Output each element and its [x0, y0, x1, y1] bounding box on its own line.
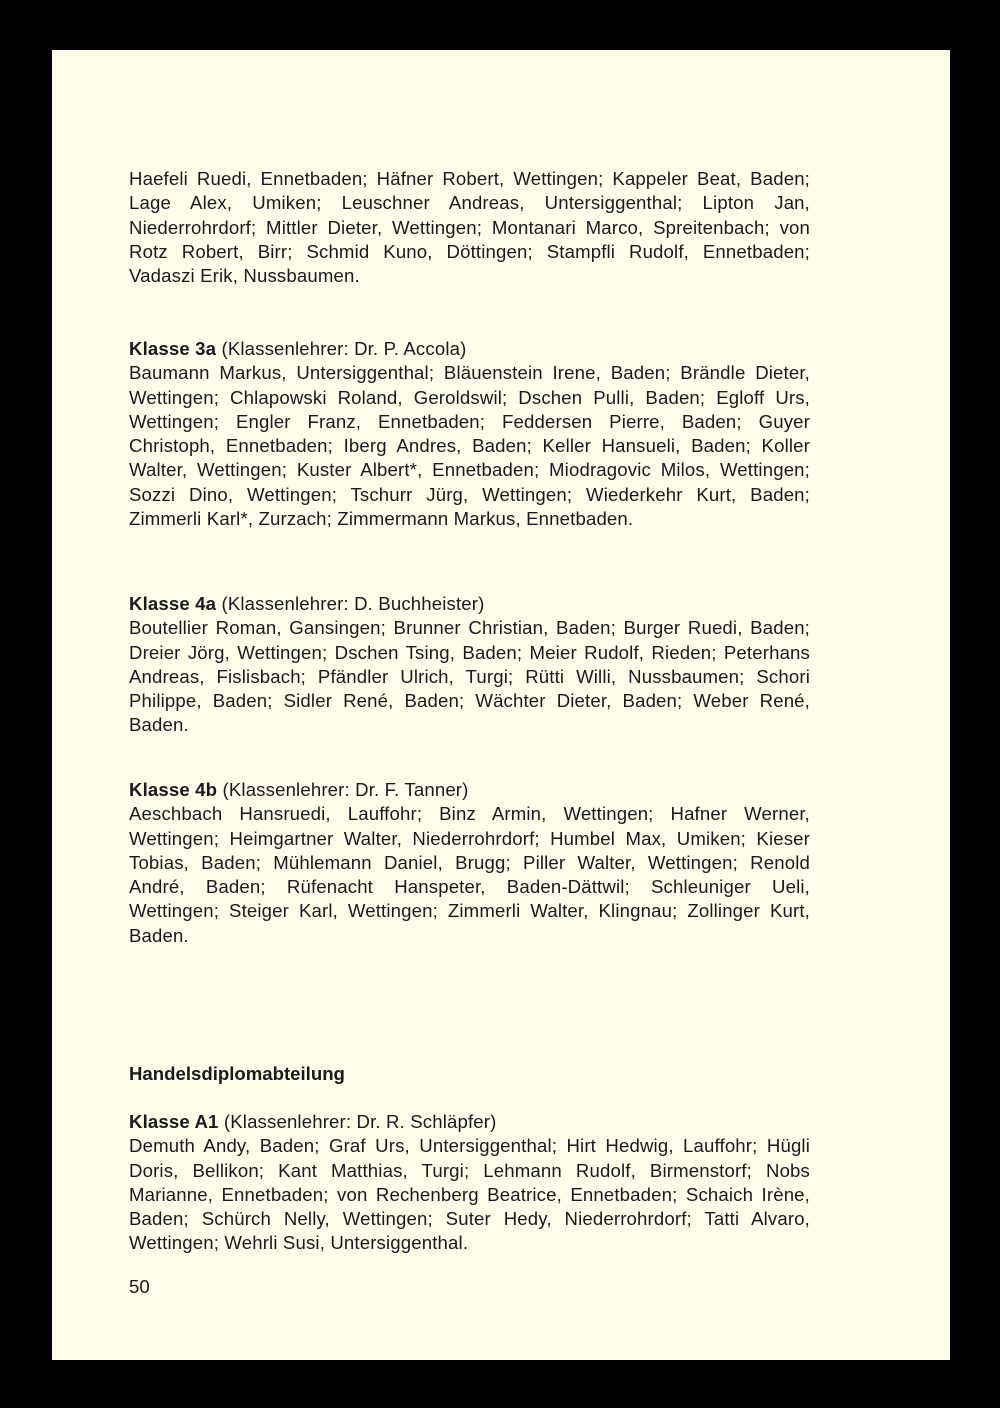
class-a1-student-list: Demuth Andy, Baden; Graf Urs, Untersiggenthal; Hirt Hedwig, Lauffohr; Hügli Doris, Bellikon; Kant Matthias, Turgi; Lehmann Rudolf, Birmenstorf; Nobs Marianne, Ennetbaden; von Rechenberg Beatrice, Ennetbaden; Schaich Irène, Baden; Schürch Nelly, Wettingen; Suter Hedy, Niederrohrdorf; Tatti Alvaro, Wettingen; Wehrli Susi, Untersiggenthal.	[129, 1135, 810, 1254]
class-3a-student-list: Baumann Markus, Untersiggenthal; Bläuenstein Irene, Baden; Brändle Dieter, Wettingen; Chlapowski Roland, Geroldswil; Dschen Pulli, Baden; Egloff Urs, Wettingen; Engler Franz, Ennetbaden; Feddersen Pierre, Baden; Guyer Christoph, Ennetbaden; Iberg Andres, Baden; Keller Hansueli, Baden; Koller Walter, Wettingen; Kuster Albert*, Ennetbaden; Miodragovic Milos, Wettingen; Sozzi Dino, Wettingen; Tschurr Jürg, Wettingen; Wiederkehr Kurt, Baden; Zimmerli Karl*, Zurzach; Zimmermann Markus, Ennetbaden.	[129, 362, 810, 530]
class-4a-name: Klasse 4a	[129, 593, 217, 614]
class-a1-block	[129, 1110, 810, 1256]
intro-student-list: Haefeli Ruedi, Ennetbaden; Häfner Robert, Wettingen; Kappeler Beat, Baden; Lage Alex, Umiken; Leuschner Andreas, Untersiggenthal; Lipton Jan, Niederrohrdorf; Mittler Dieter, Wettingen; Montanari Marco, Spreitenbach; von Rotz Robert, Birr; Schmid Kuno, Döttingen; Stampfli Rudolf, Ennetbaden; Vadaszi Erik, Nussbaumen.	[129, 168, 810, 287]
section-title: Handelsdiplomabteilung	[129, 1063, 345, 1084]
class-4b-name: Klasse 4b	[129, 779, 218, 800]
class-3a-block	[129, 337, 810, 531]
class-3a-teacher: (Klassenlehrer: Dr. P. Accola)	[221, 338, 467, 359]
class-4a-heading	[129, 592, 810, 616]
class-4b-heading	[129, 778, 810, 802]
class-a1-heading	[129, 1110, 810, 1134]
class-4a-student-list: Boutellier Roman, Gansingen; Brunner Christian, Baden; Burger Ruedi, Baden; Dreier Jörg, Wettingen; Dschen Tsing, Baden; Meier Rudolf, Rieden; Peterhans Andreas, Fislisbach; Pfändler Ulrich, Turgi; Rütti Willi, Nussbaumen; Schori Philippe, Baden; Sidler René, Baden; Wächter Dieter, Baden; Weber René, Baden.	[129, 617, 810, 736]
class-a1-teacher: (Klassenlehrer: Dr. R. Schläpfer)	[223, 1111, 497, 1132]
intro-paragraph	[129, 167, 810, 288]
page-number: 50	[129, 1276, 150, 1297]
class-4a-teacher: (Klassenlehrer: D. Buchheister)	[221, 593, 485, 614]
class-3a-heading	[129, 337, 810, 361]
class-4b-student-list: Aeschbach Hansruedi, Lauffohr; Binz Armin, Wettingen; Hafner Werner, Wettingen; Heimgartner Walter, Niederrohrdorf; Humbel Max, Umiken; Kieser Tobias, Baden; Mühlemann Daniel, Brugg; Piller Walter, Wettingen; Renold André, Baden; Rüfenacht Hanspeter, Baden-Dättwil; Schleuniger Ueli, Wettingen; Steiger Karl, Wettingen; Zimmerli Walter, Klingnau; Zollinger Kurt, Baden.	[129, 803, 810, 946]
class-4b-block	[129, 778, 810, 948]
class-4a-block	[129, 592, 810, 738]
class-a1-name: Klasse A1	[129, 1111, 219, 1132]
class-3a-name: Klasse 3a	[129, 338, 217, 359]
class-4b-teacher: (Klassenlehrer: Dr. F. Tanner)	[222, 779, 469, 800]
